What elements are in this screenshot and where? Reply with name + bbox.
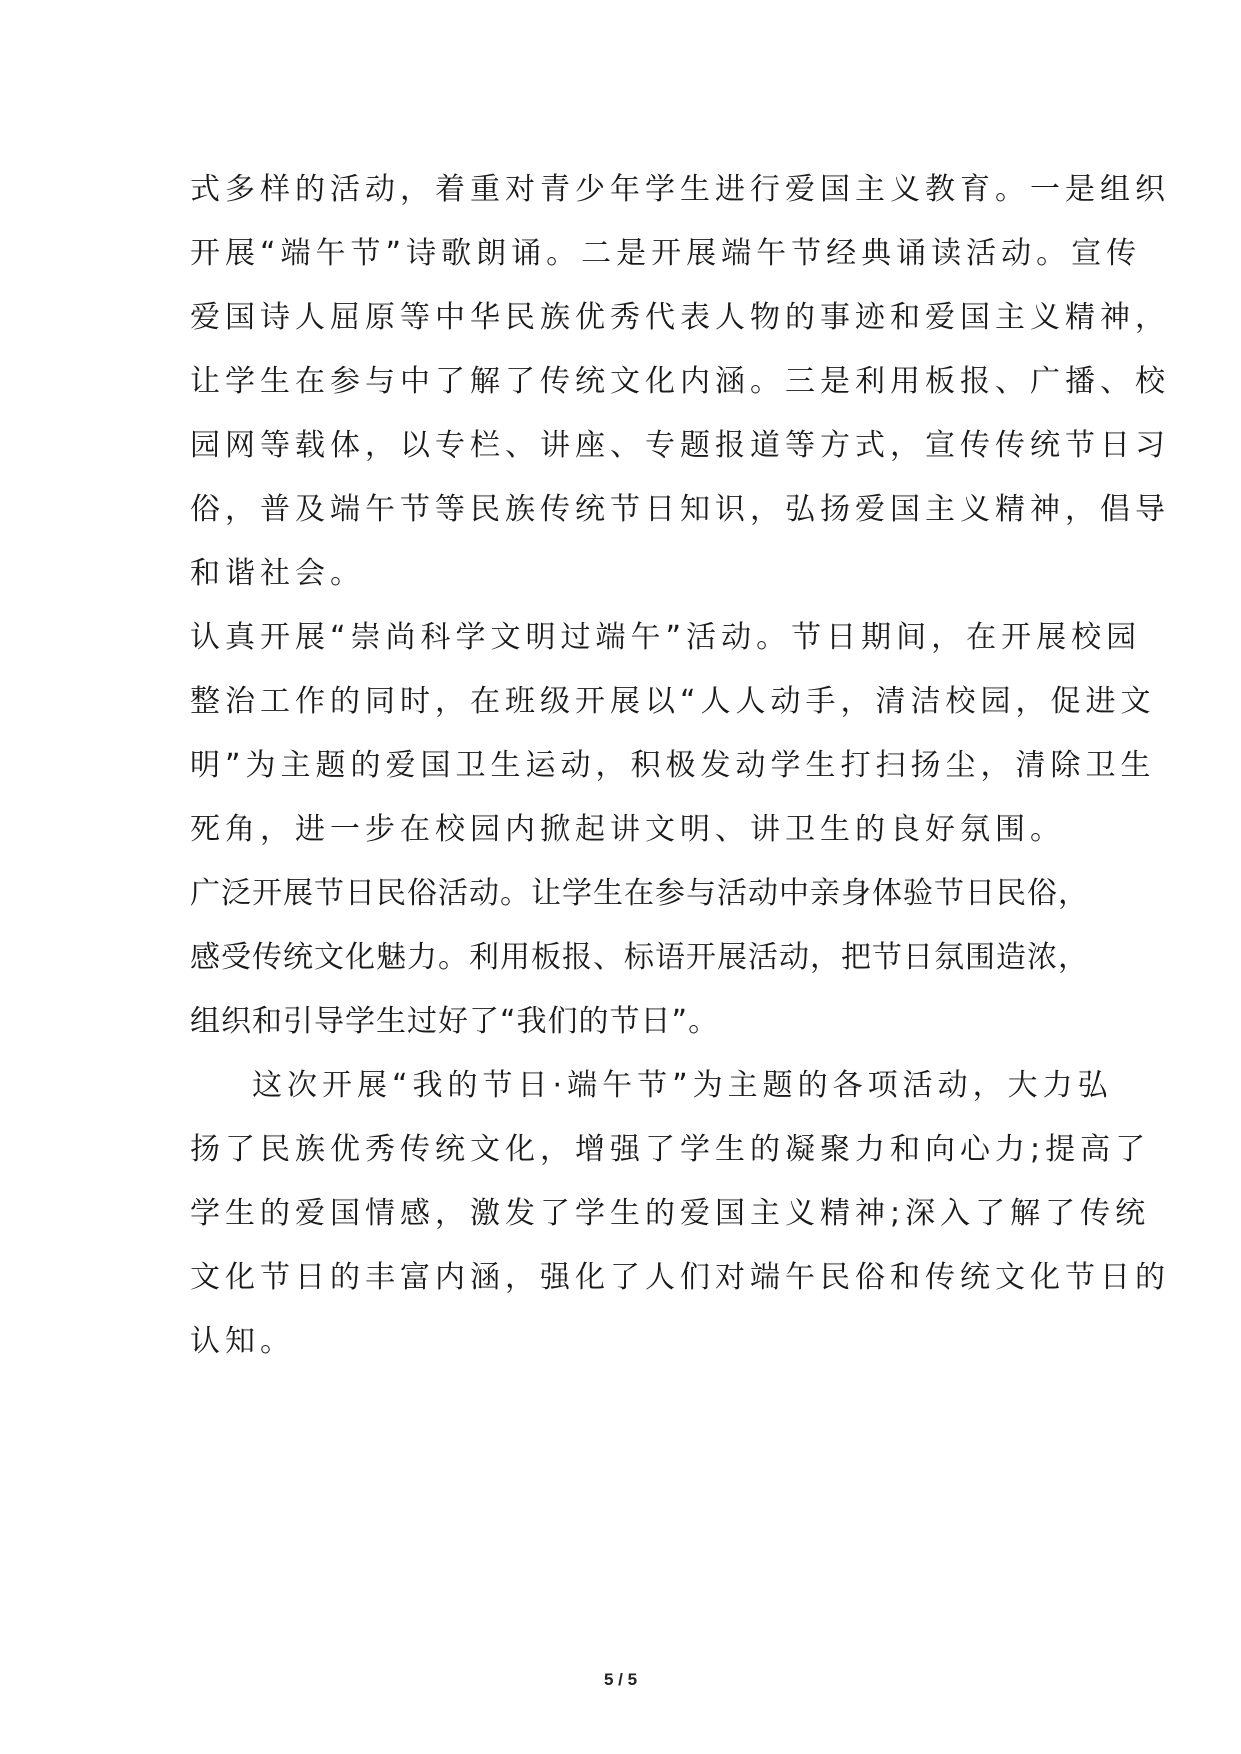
text-line: 这次开展“我的节日·端午节”为主题的各项活动，大力弘 <box>252 1068 1113 1103</box>
text-line: 学生的爱国情感，激发了学生的爱国主义精神;深入了解了传统 <box>190 1196 1151 1231</box>
text-line: 明”为主题的爱国卫生运动，积极发动学生打扫扬尘，清除卫生 <box>190 748 1156 783</box>
text-line: 组织和引导学生过好了“我们的节日”。 <box>190 1004 720 1039</box>
text-line: 认知。 <box>190 1324 295 1359</box>
text-line: 感受传统文化魅力。利用板报、标语开展活动，把节日氛围造浓， <box>190 940 1089 975</box>
text-line: 爱国诗人屈原等中华民族优秀代表人物的事迹和爱国主义精神， <box>190 300 1170 335</box>
text-line: 开展“端午节”诗歌朗诵。二是开展端午节经典诵读活动。宣传 <box>190 236 1142 271</box>
text-line: 广泛开展节日民俗活动。让学生在参与活动中亲身体验节日民俗， <box>190 876 1089 911</box>
text-line: 和谐社会。 <box>190 556 365 591</box>
text-line: 认真开展“崇尚科学文明过端午”活动。节日期间，在开展校园 <box>190 620 1142 655</box>
text-line: 式多样的活动，着重对青少年学生进行爱国主义教育。一是组织 <box>190 172 1170 207</box>
document-body <box>190 158 1170 1374</box>
text-line: 整治工作的同时，在班级开展以“人人动手，清洁校园，促进文 <box>190 684 1156 719</box>
text-line: 扬了民族优秀传统文化，增强了学生的凝聚力和向心力;提高了 <box>190 1132 1151 1167</box>
text-line: 让学生在参与中了解了传统文化内涵。三是利用板报、广播、校 <box>190 364 1170 399</box>
text-line: 园网等载体，以专栏、讲座、专题报道等方式，宣传传统节日习 <box>190 428 1170 463</box>
text-line: 文化节日的丰富内涵，强化了人们对端午民俗和传统文化节日的 <box>190 1260 1170 1295</box>
page-number: 5 / 5 <box>603 1670 638 1689</box>
text-line: 死角，进一步在校园内掀起讲文明、讲卫生的良好氛围。 <box>190 812 1065 847</box>
text-line: 俗，普及端午节等民族传统节日知识，弘扬爱国主义精神，倡导 <box>190 492 1170 527</box>
